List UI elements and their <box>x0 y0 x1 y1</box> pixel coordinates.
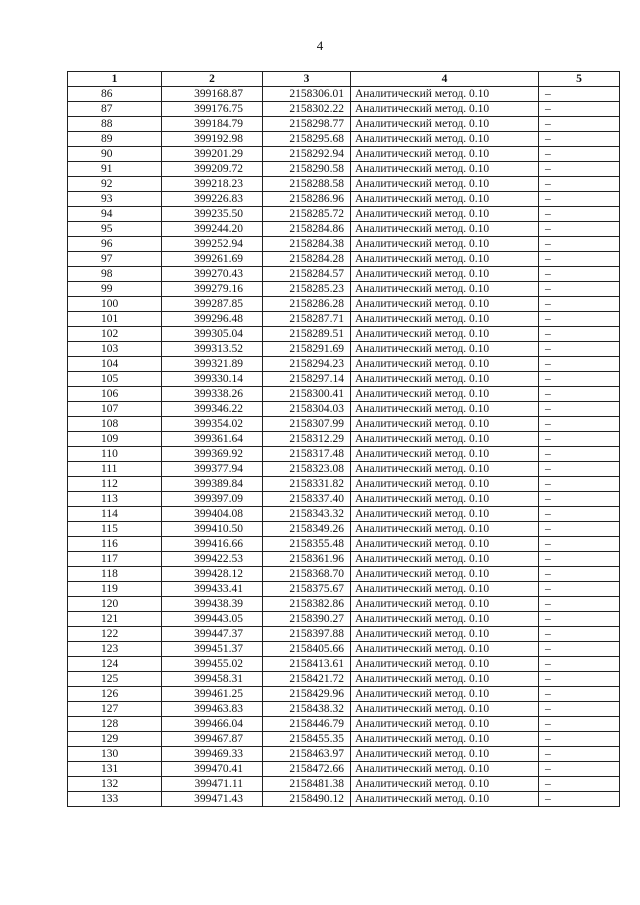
y-coordinate-cell: 2158290.58 <box>263 162 351 177</box>
method-cell: Аналитический метод. 0.10 <box>351 717 539 732</box>
table-row <box>68 162 620 177</box>
note-cell: – <box>539 717 620 732</box>
method-cell: Аналитический метод. 0.10 <box>351 117 539 132</box>
header-row <box>68 72 620 87</box>
method-cell: Аналитический метод. 0.10 <box>351 357 539 372</box>
table-row <box>68 312 620 327</box>
table-header <box>68 72 620 87</box>
point-number-cell: 119 <box>68 582 162 597</box>
note-cell: – <box>539 237 620 252</box>
x-coordinate-cell: 399438.39 <box>162 597 263 612</box>
table-row <box>68 447 620 462</box>
x-coordinate-cell: 399305.04 <box>162 327 263 342</box>
y-coordinate-cell: 2158361.96 <box>263 552 351 567</box>
method-cell: Аналитический метод. 0.10 <box>351 312 539 327</box>
note-cell: – <box>539 612 620 627</box>
table-row <box>68 597 620 612</box>
table-row <box>68 222 620 237</box>
method-cell: Аналитический метод. 0.10 <box>351 87 539 102</box>
method-cell: Аналитический метод. 0.10 <box>351 267 539 282</box>
x-coordinate-cell: 399404.08 <box>162 507 263 522</box>
method-cell: Аналитический метод. 0.10 <box>351 792 539 807</box>
note-cell: – <box>539 87 620 102</box>
table-row <box>68 537 620 552</box>
table-row <box>68 612 620 627</box>
x-coordinate-cell: 399471.43 <box>162 792 263 807</box>
method-cell: Аналитический метод. 0.10 <box>351 567 539 582</box>
x-coordinate-cell: 399209.72 <box>162 162 263 177</box>
y-coordinate-cell: 2158294.23 <box>263 357 351 372</box>
method-cell: Аналитический метод. 0.10 <box>351 252 539 267</box>
x-coordinate-cell: 399346.22 <box>162 402 263 417</box>
table-row <box>68 282 620 297</box>
table-row <box>68 372 620 387</box>
y-coordinate-cell: 2158343.32 <box>263 507 351 522</box>
note-cell: – <box>539 492 620 507</box>
table-row <box>68 147 620 162</box>
x-coordinate-cell: 399261.69 <box>162 252 263 267</box>
note-cell: – <box>539 252 620 267</box>
y-coordinate-cell: 2158382.86 <box>263 597 351 612</box>
note-cell: – <box>539 777 620 792</box>
note-cell: – <box>539 222 620 237</box>
method-cell: Аналитический метод. 0.10 <box>351 372 539 387</box>
x-coordinate-cell: 399244.20 <box>162 222 263 237</box>
x-coordinate-cell: 399168.87 <box>162 87 263 102</box>
point-number-cell: 116 <box>68 537 162 552</box>
y-coordinate-cell: 2158285.72 <box>263 207 351 222</box>
y-coordinate-cell: 2158323.08 <box>263 462 351 477</box>
note-cell: – <box>539 297 620 312</box>
x-coordinate-cell: 399471.11 <box>162 777 263 792</box>
point-number-cell: 126 <box>68 687 162 702</box>
table-row <box>68 642 620 657</box>
method-cell: Аналитический метод. 0.10 <box>351 432 539 447</box>
note-cell: – <box>539 477 620 492</box>
header-col-4: 4 <box>351 72 539 87</box>
note-cell: – <box>539 117 620 132</box>
x-coordinate-cell: 399192.98 <box>162 132 263 147</box>
y-coordinate-cell: 2158355.48 <box>263 537 351 552</box>
note-cell: – <box>539 162 620 177</box>
point-number-cell: 130 <box>68 747 162 762</box>
table-row <box>68 717 620 732</box>
table-row <box>68 237 620 252</box>
y-coordinate-cell: 2158304.03 <box>263 402 351 417</box>
point-number-cell: 120 <box>68 597 162 612</box>
point-number-cell: 91 <box>68 162 162 177</box>
header-col-1: 1 <box>68 72 162 87</box>
point-number-cell: 95 <box>68 222 162 237</box>
x-coordinate-cell: 399226.83 <box>162 192 263 207</box>
point-number-cell: 117 <box>68 552 162 567</box>
note-cell: – <box>539 312 620 327</box>
table-row <box>68 702 620 717</box>
x-coordinate-cell: 399463.83 <box>162 702 263 717</box>
x-coordinate-cell: 399313.52 <box>162 342 263 357</box>
method-cell: Аналитический метод. 0.10 <box>351 642 539 657</box>
x-coordinate-cell: 399330.14 <box>162 372 263 387</box>
table-row <box>68 252 620 267</box>
x-coordinate-cell: 399296.48 <box>162 312 263 327</box>
x-coordinate-cell: 399184.79 <box>162 117 263 132</box>
y-coordinate-cell: 2158285.23 <box>263 282 351 297</box>
method-cell: Аналитический метод. 0.10 <box>351 192 539 207</box>
x-coordinate-cell: 399433.41 <box>162 582 263 597</box>
y-coordinate-cell: 2158405.66 <box>263 642 351 657</box>
method-cell: Аналитический метод. 0.10 <box>351 462 539 477</box>
y-coordinate-cell: 2158292.94 <box>263 147 351 162</box>
point-number-cell: 113 <box>68 492 162 507</box>
table-row <box>68 552 620 567</box>
y-coordinate-cell: 2158349.26 <box>263 522 351 537</box>
point-number-cell: 108 <box>68 417 162 432</box>
x-coordinate-cell: 399287.85 <box>162 297 263 312</box>
table-row <box>68 327 620 342</box>
method-cell: Аналитический метод. 0.10 <box>351 282 539 297</box>
y-coordinate-cell: 2158298.77 <box>263 117 351 132</box>
y-coordinate-cell: 2158490.12 <box>263 792 351 807</box>
y-coordinate-cell: 2158286.28 <box>263 297 351 312</box>
x-coordinate-cell: 399447.37 <box>162 627 263 642</box>
point-number-cell: 90 <box>68 147 162 162</box>
table-row <box>68 507 620 522</box>
y-coordinate-cell: 2158306.01 <box>263 87 351 102</box>
note-cell: – <box>539 102 620 117</box>
method-cell: Аналитический метод. 0.10 <box>351 417 539 432</box>
y-coordinate-cell: 2158297.14 <box>263 372 351 387</box>
header-col-2: 2 <box>162 72 263 87</box>
table-row <box>68 132 620 147</box>
point-number-cell: 98 <box>68 267 162 282</box>
method-cell: Аналитический метод. 0.10 <box>351 342 539 357</box>
point-number-cell: 93 <box>68 192 162 207</box>
method-cell: Аналитический метод. 0.10 <box>351 237 539 252</box>
method-cell: Аналитический метод. 0.10 <box>351 777 539 792</box>
point-number-cell: 123 <box>68 642 162 657</box>
method-cell: Аналитический метод. 0.10 <box>351 522 539 537</box>
method-cell: Аналитический метод. 0.10 <box>351 537 539 552</box>
y-coordinate-cell: 2158284.28 <box>263 252 351 267</box>
table-row <box>68 387 620 402</box>
note-cell: – <box>539 567 620 582</box>
point-number-cell: 121 <box>68 612 162 627</box>
table-row <box>68 567 620 582</box>
table-row <box>68 357 620 372</box>
point-number-cell: 132 <box>68 777 162 792</box>
y-coordinate-cell: 2158368.70 <box>263 567 351 582</box>
method-cell: Аналитический метод. 0.10 <box>351 102 539 117</box>
point-number-cell: 97 <box>68 252 162 267</box>
point-number-cell: 131 <box>68 762 162 777</box>
x-coordinate-cell: 399279.16 <box>162 282 263 297</box>
point-number-cell: 99 <box>68 282 162 297</box>
x-coordinate-cell: 399270.43 <box>162 267 263 282</box>
table-row <box>68 522 620 537</box>
point-number-cell: 100 <box>68 297 162 312</box>
note-cell: – <box>539 372 620 387</box>
note-cell: – <box>539 132 620 147</box>
header-col-5: 5 <box>539 72 620 87</box>
note-cell: – <box>539 462 620 477</box>
table-row <box>68 672 620 687</box>
table-row <box>68 342 620 357</box>
point-number-cell: 109 <box>68 432 162 447</box>
y-coordinate-cell: 2158390.27 <box>263 612 351 627</box>
table-row <box>68 117 620 132</box>
table-row <box>68 582 620 597</box>
x-coordinate-cell: 399201.29 <box>162 147 263 162</box>
table-row <box>68 792 620 807</box>
table-row <box>68 657 620 672</box>
point-number-cell: 114 <box>68 507 162 522</box>
point-number-cell: 127 <box>68 702 162 717</box>
table-row <box>68 102 620 117</box>
y-coordinate-cell: 2158288.58 <box>263 177 351 192</box>
note-cell: – <box>539 732 620 747</box>
method-cell: Аналитический метод. 0.10 <box>351 327 539 342</box>
x-coordinate-cell: 399369.92 <box>162 447 263 462</box>
table-row <box>68 297 620 312</box>
point-number-cell: 88 <box>68 117 162 132</box>
y-coordinate-cell: 2158284.86 <box>263 222 351 237</box>
point-number-cell: 133 <box>68 792 162 807</box>
y-coordinate-cell: 2158397.88 <box>263 627 351 642</box>
note-cell: – <box>539 597 620 612</box>
point-number-cell: 111 <box>68 462 162 477</box>
method-cell: Аналитический метод. 0.10 <box>351 387 539 402</box>
y-coordinate-cell: 2158312.29 <box>263 432 351 447</box>
note-cell: – <box>539 432 620 447</box>
x-coordinate-cell: 399461.25 <box>162 687 263 702</box>
y-coordinate-cell: 2158287.71 <box>263 312 351 327</box>
x-coordinate-cell: 399354.02 <box>162 417 263 432</box>
method-cell: Аналитический метод. 0.10 <box>351 402 539 417</box>
point-number-cell: 87 <box>68 102 162 117</box>
x-coordinate-cell: 399389.84 <box>162 477 263 492</box>
x-coordinate-cell: 399428.12 <box>162 567 263 582</box>
note-cell: – <box>539 552 620 567</box>
note-cell: – <box>539 762 620 777</box>
method-cell: Аналитический метод. 0.10 <box>351 687 539 702</box>
x-coordinate-cell: 399361.64 <box>162 432 263 447</box>
method-cell: Аналитический метод. 0.10 <box>351 552 539 567</box>
coordinates-table <box>67 71 620 807</box>
point-number-cell: 86 <box>68 87 162 102</box>
table-row <box>68 687 620 702</box>
method-cell: Аналитический метод. 0.10 <box>351 627 539 642</box>
y-coordinate-cell: 2158337.40 <box>263 492 351 507</box>
method-cell: Аналитический метод. 0.10 <box>351 162 539 177</box>
table-row <box>68 177 620 192</box>
note-cell: – <box>539 192 620 207</box>
y-coordinate-cell: 2158286.96 <box>263 192 351 207</box>
point-number-cell: 92 <box>68 177 162 192</box>
method-cell: Аналитический метод. 0.10 <box>351 297 539 312</box>
table-row <box>68 777 620 792</box>
point-number-cell: 125 <box>68 672 162 687</box>
y-coordinate-cell: 2158375.67 <box>263 582 351 597</box>
table-row <box>68 87 620 102</box>
x-coordinate-cell: 399422.53 <box>162 552 263 567</box>
table-row <box>68 267 620 282</box>
y-coordinate-cell: 2158307.99 <box>263 417 351 432</box>
note-cell: – <box>539 657 620 672</box>
note-cell: – <box>539 267 620 282</box>
x-coordinate-cell: 399410.50 <box>162 522 263 537</box>
point-number-cell: 118 <box>68 567 162 582</box>
y-coordinate-cell: 2158421.72 <box>263 672 351 687</box>
x-coordinate-cell: 399416.66 <box>162 537 263 552</box>
method-cell: Аналитический метод. 0.10 <box>351 492 539 507</box>
note-cell: – <box>539 642 620 657</box>
method-cell: Аналитический метод. 0.10 <box>351 207 539 222</box>
table-row <box>68 627 620 642</box>
y-coordinate-cell: 2158438.32 <box>263 702 351 717</box>
note-cell: – <box>539 402 620 417</box>
y-coordinate-cell: 2158284.57 <box>263 267 351 282</box>
y-coordinate-cell: 2158413.61 <box>263 657 351 672</box>
note-cell: – <box>539 447 620 462</box>
x-coordinate-cell: 399377.94 <box>162 462 263 477</box>
method-cell: Аналитический метод. 0.10 <box>351 447 539 462</box>
point-number-cell: 103 <box>68 342 162 357</box>
method-cell: Аналитический метод. 0.10 <box>351 732 539 747</box>
x-coordinate-cell: 399443.05 <box>162 612 263 627</box>
point-number-cell: 96 <box>68 237 162 252</box>
note-cell: – <box>539 522 620 537</box>
x-coordinate-cell: 399397.09 <box>162 492 263 507</box>
y-coordinate-cell: 2158289.51 <box>263 327 351 342</box>
page-number: 4 <box>316 38 324 53</box>
point-number-cell: 104 <box>68 357 162 372</box>
point-number-cell: 101 <box>68 312 162 327</box>
point-number-cell: 129 <box>68 732 162 747</box>
method-cell: Аналитический метод. 0.10 <box>351 147 539 162</box>
point-number-cell: 115 <box>68 522 162 537</box>
point-number-cell: 107 <box>68 402 162 417</box>
x-coordinate-cell: 399451.37 <box>162 642 263 657</box>
x-coordinate-cell: 399235.50 <box>162 207 263 222</box>
y-coordinate-cell: 2158463.97 <box>263 747 351 762</box>
y-coordinate-cell: 2158331.82 <box>263 477 351 492</box>
method-cell: Аналитический метод. 0.10 <box>351 612 539 627</box>
note-cell: – <box>539 177 620 192</box>
note-cell: – <box>539 327 620 342</box>
point-number-cell: 94 <box>68 207 162 222</box>
x-coordinate-cell: 399469.33 <box>162 747 263 762</box>
x-coordinate-cell: 399321.89 <box>162 357 263 372</box>
y-coordinate-cell: 2158295.68 <box>263 132 351 147</box>
note-cell: – <box>539 357 620 372</box>
note-cell: – <box>539 537 620 552</box>
note-cell: – <box>539 747 620 762</box>
table-row <box>68 402 620 417</box>
method-cell: Аналитический метод. 0.10 <box>351 672 539 687</box>
method-cell: Аналитический метод. 0.10 <box>351 657 539 672</box>
table-row <box>68 432 620 447</box>
note-cell: – <box>539 792 620 807</box>
method-cell: Аналитический метод. 0.10 <box>351 582 539 597</box>
method-cell: Аналитический метод. 0.10 <box>351 132 539 147</box>
point-number-cell: 89 <box>68 132 162 147</box>
table-row <box>68 762 620 777</box>
note-cell: – <box>539 207 620 222</box>
y-coordinate-cell: 2158284.38 <box>263 237 351 252</box>
point-number-cell: 128 <box>68 717 162 732</box>
point-number-cell: 105 <box>68 372 162 387</box>
x-coordinate-cell: 399218.23 <box>162 177 263 192</box>
note-cell: – <box>539 417 620 432</box>
table-row <box>68 192 620 207</box>
method-cell: Аналитический метод. 0.10 <box>351 762 539 777</box>
note-cell: – <box>539 147 620 162</box>
note-cell: – <box>539 342 620 357</box>
y-coordinate-cell: 2158302.22 <box>263 102 351 117</box>
table-row <box>68 417 620 432</box>
table-row <box>68 477 620 492</box>
method-cell: Аналитический метод. 0.10 <box>351 477 539 492</box>
table-row <box>68 492 620 507</box>
table-row <box>68 462 620 477</box>
note-cell: – <box>539 702 620 717</box>
point-number-cell: 112 <box>68 477 162 492</box>
x-coordinate-cell: 399252.94 <box>162 237 263 252</box>
y-coordinate-cell: 2158446.79 <box>263 717 351 732</box>
y-coordinate-cell: 2158481.38 <box>263 777 351 792</box>
y-coordinate-cell: 2158455.35 <box>263 732 351 747</box>
x-coordinate-cell: 399467.87 <box>162 732 263 747</box>
note-cell: – <box>539 387 620 402</box>
method-cell: Аналитический метод. 0.10 <box>351 507 539 522</box>
y-coordinate-cell: 2158300.41 <box>263 387 351 402</box>
y-coordinate-cell: 2158472.66 <box>263 762 351 777</box>
y-coordinate-cell: 2158291.69 <box>263 342 351 357</box>
x-coordinate-cell: 399338.26 <box>162 387 263 402</box>
y-coordinate-cell: 2158317.48 <box>263 447 351 462</box>
note-cell: – <box>539 687 620 702</box>
point-number-cell: 124 <box>68 657 162 672</box>
method-cell: Аналитический метод. 0.10 <box>351 222 539 237</box>
table-row <box>68 207 620 222</box>
x-coordinate-cell: 399458.31 <box>162 672 263 687</box>
point-number-cell: 122 <box>68 627 162 642</box>
x-coordinate-cell: 399466.04 <box>162 717 263 732</box>
point-number-cell: 106 <box>68 387 162 402</box>
method-cell: Аналитический метод. 0.10 <box>351 177 539 192</box>
x-coordinate-cell: 399455.02 <box>162 657 263 672</box>
x-coordinate-cell: 399176.75 <box>162 102 263 117</box>
y-coordinate-cell: 2158429.96 <box>263 687 351 702</box>
note-cell: – <box>539 582 620 597</box>
method-cell: Аналитический метод. 0.10 <box>351 747 539 762</box>
note-cell: – <box>539 282 620 297</box>
method-cell: Аналитический метод. 0.10 <box>351 702 539 717</box>
table-row <box>68 747 620 762</box>
table-body <box>68 87 620 807</box>
x-coordinate-cell: 399470.41 <box>162 762 263 777</box>
header-col-3: 3 <box>263 72 351 87</box>
note-cell: – <box>539 507 620 522</box>
note-cell: – <box>539 672 620 687</box>
point-number-cell: 102 <box>68 327 162 342</box>
method-cell: Аналитический метод. 0.10 <box>351 597 539 612</box>
point-number-cell: 110 <box>68 447 162 462</box>
table-row <box>68 732 620 747</box>
note-cell: – <box>539 627 620 642</box>
